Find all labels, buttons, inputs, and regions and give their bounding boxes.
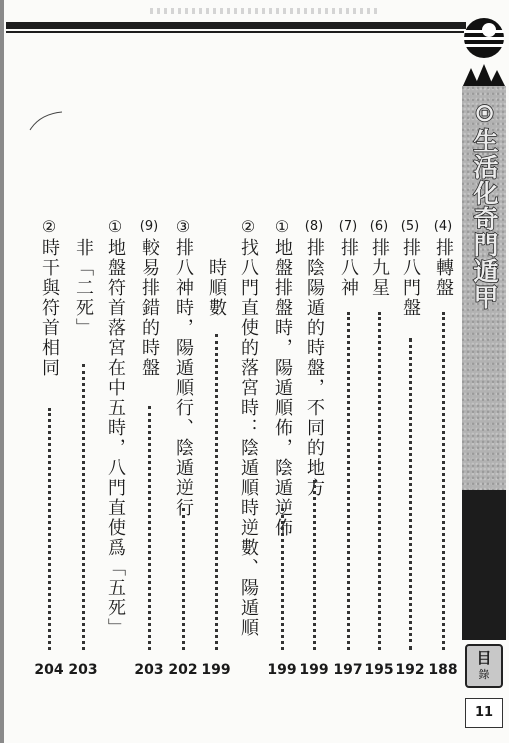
toc-entry <box>303 218 325 650</box>
toc-entry <box>104 218 126 650</box>
toc-page: 202 <box>168 662 198 678</box>
toc-leader <box>409 338 412 650</box>
toc-entry <box>237 218 259 650</box>
toc-leader <box>442 312 445 650</box>
toc-page: 197 <box>333 662 363 678</box>
toc-leader <box>148 406 151 650</box>
toc-page: 192 <box>395 662 425 678</box>
toc-leader <box>347 312 350 650</box>
toc-text: 地盤符首落宮在中五時，八門直使爲「五死」 <box>105 238 126 638</box>
toc-leader <box>182 508 185 650</box>
toc-text: 時順數 <box>206 258 227 318</box>
toc-marker: ① <box>107 217 123 236</box>
toc-text: 較易排錯的時盤 <box>139 238 160 378</box>
header-rule-thin <box>6 31 466 33</box>
contents-tab-sub: 錄 <box>478 668 490 681</box>
book-title: ⊙生活化奇門遁甲 <box>470 98 499 310</box>
toc-text: 排轉盤 <box>433 238 454 298</box>
toc-entry <box>72 218 94 650</box>
contents-tab-label: 目 <box>476 649 492 667</box>
toc-marker: ② <box>240 217 256 236</box>
toc-entry <box>337 218 359 650</box>
toc-marker: (8) <box>304 219 324 234</box>
toc-entry <box>271 218 293 650</box>
page-left-edge <box>0 0 4 743</box>
toc-entry <box>368 218 390 650</box>
toc-page: 188 <box>428 662 458 678</box>
contents-tab <box>465 644 503 688</box>
toc-leader <box>48 408 51 650</box>
toc-text: 排八神 <box>338 238 359 298</box>
toc-page: 203 <box>134 662 164 678</box>
toc-marker: (9) <box>139 219 159 234</box>
toc-marker: ① <box>274 217 290 236</box>
mountain-icon <box>462 64 506 88</box>
toc-entry <box>205 218 227 650</box>
toc-leader <box>313 480 316 650</box>
toc-leader <box>378 312 381 650</box>
sun-logo-icon <box>463 16 505 60</box>
toc-page: 199 <box>299 662 329 678</box>
page-number: 11 <box>465 698 503 728</box>
toc-entry <box>38 218 60 650</box>
toc-marker: (5) <box>400 219 420 234</box>
toc-marker: (6) <box>369 219 389 234</box>
toc-leader <box>215 334 218 650</box>
toc-marker: ② <box>41 217 57 236</box>
sidebar-dark-block <box>462 490 506 640</box>
toc-text: 時干與符首相同 <box>39 238 60 378</box>
scan-noise <box>150 8 380 14</box>
header-rule-thick <box>6 22 466 29</box>
toc-entry <box>399 218 421 650</box>
toc-page: 204 <box>34 662 64 678</box>
toc-entry <box>138 218 160 650</box>
toc-entry <box>172 218 194 650</box>
toc-text: 排八神時，陽遁順行、陰遁逆行 <box>173 238 194 518</box>
toc-marker: (4) <box>433 219 453 234</box>
toc-page: 195 <box>364 662 394 678</box>
toc-entry <box>432 218 454 650</box>
toc-page: 199 <box>267 662 297 678</box>
toc-text: 排八門盤 <box>400 238 421 318</box>
toc-page: 199 <box>201 662 231 678</box>
toc-leader <box>281 508 284 650</box>
pencil-mark <box>28 110 64 132</box>
toc-marker: (7) <box>338 219 358 234</box>
toc-text: 找八門直使的落宮時：陰遁順時逆數、陽遁順 <box>238 238 259 638</box>
toc-text: 排陰陽遁的時盤，不同的地方 <box>304 238 325 498</box>
toc-page: 203 <box>68 662 98 678</box>
toc-marker: ③ <box>175 217 191 236</box>
toc-leader <box>82 364 85 650</box>
toc-text: 非「二死」 <box>73 238 94 338</box>
toc-text: 地盤排盤時，陽遁順佈，陰遁逆佈 <box>272 238 293 538</box>
toc-text: 排九星 <box>369 238 390 298</box>
